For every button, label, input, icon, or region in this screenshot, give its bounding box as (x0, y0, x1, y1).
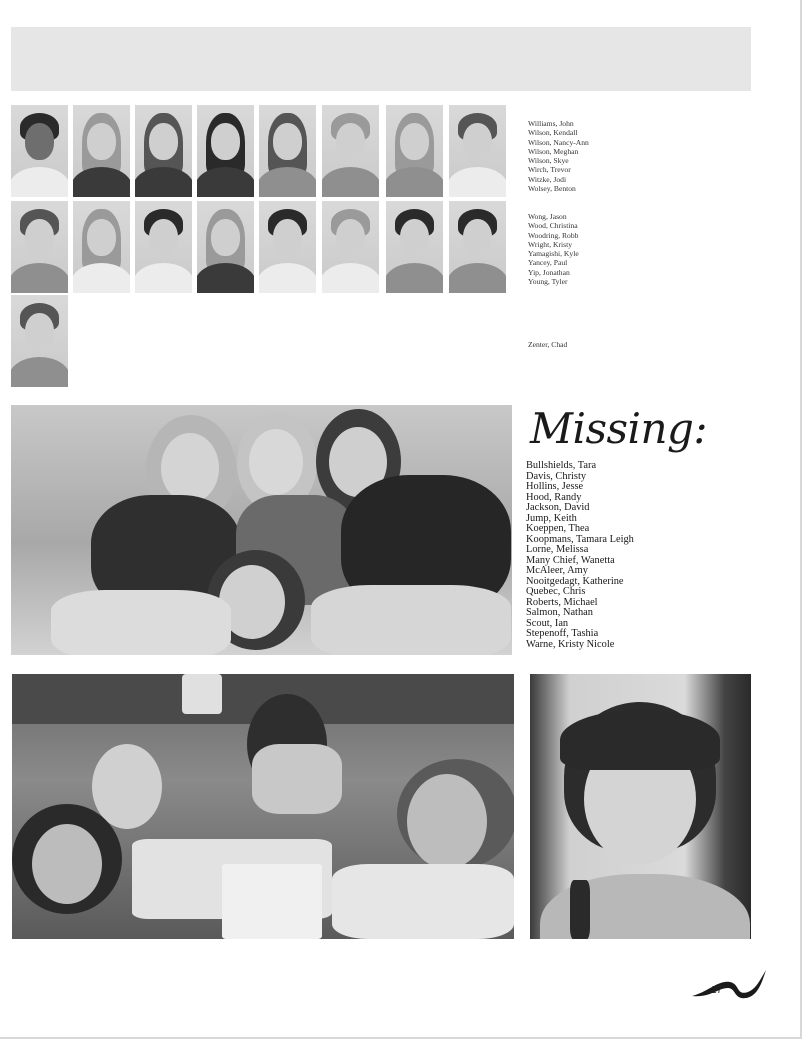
missing-name: Koeppen, Thea (526, 523, 590, 534)
student-portrait (11, 295, 68, 387)
student-portrait (73, 201, 130, 293)
student-portrait (197, 105, 254, 197)
student-portrait (135, 201, 192, 293)
student-candid-photo (530, 674, 751, 939)
missing-name: Roberts, Michael (526, 596, 598, 608)
roster-name: Witzke, Jodi (528, 174, 567, 184)
roster-name: Yamagishi, Kyle (528, 249, 579, 259)
roster-name: Wilson, Skye (528, 156, 569, 166)
roster-name: Wright, Kristy (528, 239, 572, 249)
roster-name: Wilson, Nancy-Ann (528, 137, 589, 147)
missing-name: Nooitgedagt, Katherine (526, 575, 624, 587)
roster-name: Young, Tyler (528, 277, 568, 287)
roster-name: Zenter, Chad (528, 340, 568, 349)
student-portrait (449, 105, 506, 197)
missing-heading: Missing: (530, 404, 708, 453)
roster-name: Wilson, Meghan (528, 146, 579, 156)
missing-name: Koopmans, Tamara Leigh (526, 533, 634, 545)
student-portrait (449, 201, 506, 293)
roster-list-1 (528, 119, 589, 193)
student-portrait (386, 201, 443, 293)
student-portrait (322, 105, 379, 197)
student-portrait (135, 105, 192, 197)
missing-name: Many Chief, Wanetta (526, 554, 615, 566)
missing-name: Bullshields, Tara (526, 460, 597, 471)
missing-name: Hollins, Jesse (526, 481, 584, 492)
missing-name: Salmon, Nathan (526, 607, 593, 618)
roster-name: Yip, Jonathan (528, 267, 570, 277)
missing-name: Quebec, Chris (526, 586, 586, 597)
roster-name: Williams, John (528, 119, 574, 128)
roster-name: Woodring, Robb (528, 230, 579, 240)
missing-name: Warne, Kristy Nicole (526, 638, 615, 650)
roster-name: Yancey, Paul (528, 258, 568, 268)
missing-names-list (526, 461, 634, 650)
header-band (11, 27, 751, 91)
missing-name: Jackson, David (526, 502, 590, 513)
roster-name: Wirch, Trevor (528, 165, 571, 175)
roster-name: Wong, Jason (528, 212, 567, 221)
roster-name: Wilson, Kendall (528, 128, 578, 138)
yearbook-logo-mark (688, 966, 768, 1002)
student-portrait (11, 201, 68, 293)
missing-name: Scout, Ian (526, 617, 569, 629)
page-number: 27 (711, 985, 723, 996)
roster-list-2 (528, 212, 579, 286)
student-portrait (259, 105, 316, 197)
student-portrait (386, 105, 443, 197)
missing-name: Hood, Randy (526, 491, 582, 503)
group-candid-photo (11, 405, 512, 655)
roster-list-3 (528, 340, 567, 349)
student-portrait (322, 201, 379, 293)
student-portrait (197, 201, 254, 293)
missing-name: McAleer, Amy (526, 565, 588, 576)
student-portrait (11, 105, 68, 197)
missing-name: Stepenoff, Tashia (526, 628, 599, 639)
missing-name: Davis, Christy (526, 470, 587, 482)
missing-name: Lorne, Melissa (526, 544, 589, 555)
roster-name: Wood, Christina (528, 221, 578, 231)
roster-name: Wolsey, Benton (528, 184, 576, 194)
student-portrait (73, 105, 130, 197)
classroom-photo (12, 674, 514, 939)
missing-name: Jump, Keith (526, 512, 577, 524)
student-portrait (259, 201, 316, 293)
